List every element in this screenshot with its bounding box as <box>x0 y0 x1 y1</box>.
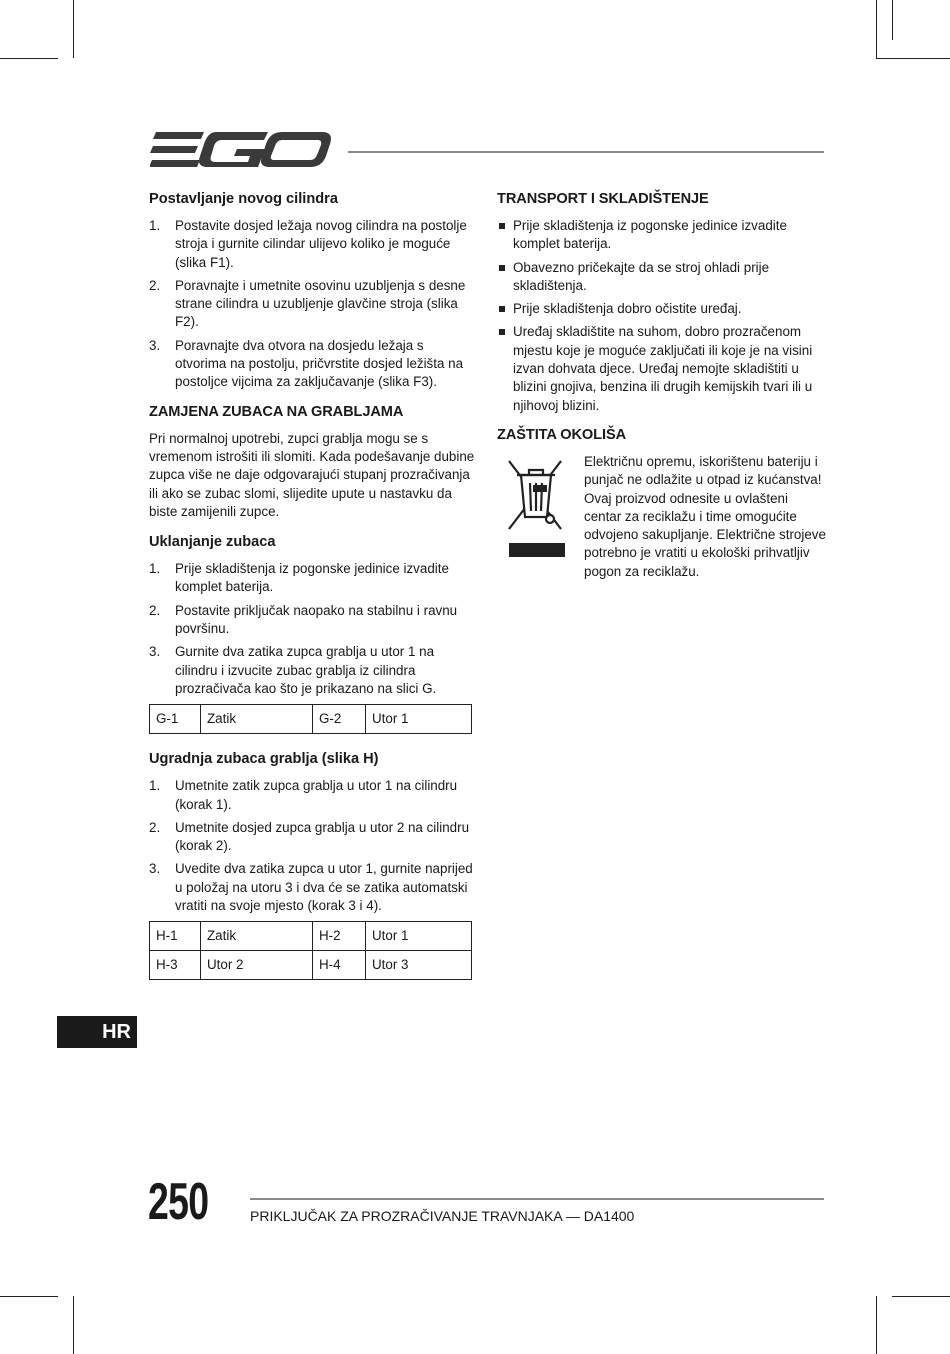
table-row <box>150 951 472 980</box>
table-cell: H-4 <box>313 951 366 980</box>
crop-mark <box>892 58 950 59</box>
left-column <box>149 190 477 980</box>
list-item: 3. Uvedite dva zatika zupca u utor 1, gurnite naprijed u položaj na utoru 3 i dva će se zatika automatski vratiti na svoje mjesto (korak 3 i 4). <box>149 861 473 914</box>
list-item: 3. Poravnajte dva otvora na dosjedu ležaja s otvorima na postolju, pričvrstite dosjed ležišta na postoljce vijcima za zaključavanje (slika F3). <box>149 337 464 390</box>
footer-title: PRIKLJUČAK ZA PROZRAČIVANJE TRAVNJAKA — DA1400 <box>250 1208 635 1224</box>
crop-mark <box>73 0 74 58</box>
square-bullet-icon <box>499 329 505 335</box>
square-bullet-icon <box>499 306 505 312</box>
list-item: 3. Gurnite dva zatika zupca grablja u utor 1 na cilindru i izvucite zubac grablja iz cilindra prozračivača kao što je prikazano na slici G. <box>149 644 437 696</box>
crop-mark <box>892 0 893 40</box>
list-item: Uređaj skladištite na suhom, dobro prozračenom mjestu koje je moguće zaključati ili koje je na visini izvan dohvata djece. Uređaj nemojte skladištiti u blizini gnojiva, benzina ili drugih kemijskih tvari ili u njihovoj blizini. <box>497 323 827 414</box>
replace-tines-text: Pri normalnoj upotrebi, zupci grablja mogu se s vremenom istrošiti ili slomiti. Kada podešavanje dubine zupca više ne daje odgovarajući stupanj prozračivanja ili ako se zubac slomi, slijedite upute u nastavku da biste zamijenili zupce. <box>149 430 475 519</box>
list-item: Prije skladištenja iz pogonske jedinice izvadite komplet baterija. <box>497 217 827 254</box>
table-cell: Zatik <box>201 922 313 951</box>
storage-bullets <box>497 217 827 415</box>
section-title-environment: ZAŠTITA OKOLIŠA <box>497 426 627 443</box>
crop-mark <box>876 58 892 59</box>
table-cell: G-1 <box>150 705 201 734</box>
list-item: 1. Prije skladištenja iz pogonske jedinice izvadite komplet baterija. <box>149 561 449 595</box>
section-title-remove-tines: Uklanjanje zubaca <box>149 534 276 551</box>
section-title-transport-storage: TRANSPORT I SKLADIŠTENJE <box>497 191 709 207</box>
table-cell: H-2 <box>313 922 366 951</box>
list-item: 1. Postavite dosjed ležaja novog cilindra na postolje stroja i gurnite cilindar ulijevo koliko je moguće (slika F1). <box>149 218 467 270</box>
crop-mark <box>73 1296 74 1354</box>
table-row <box>150 705 472 734</box>
table-cell: Zatik <box>201 705 313 734</box>
header-rule <box>348 151 824 153</box>
install-tines-steps <box>149 777 477 915</box>
page-number: 250 <box>148 1173 209 1231</box>
footer-rule <box>250 1198 824 1200</box>
new-cylinder-steps <box>149 217 477 392</box>
section-title-install-tines: Ugradnja zubaca grablja (slika H) <box>149 751 379 768</box>
list-item: 2. Postavite priključak naopako na stabilnu i ravnu površinu. <box>149 602 458 637</box>
square-bullet-icon <box>499 265 505 271</box>
table-row <box>150 922 472 951</box>
table-cell: H-3 <box>150 951 201 980</box>
table-cell: Utor 3 <box>366 951 472 980</box>
table-cell: Utor 1 <box>366 922 472 951</box>
crop-mark <box>0 58 58 59</box>
crossed-bin-icon <box>505 457 567 563</box>
list-item: Obavezno pričekajte da se stroj ohladi prije skladištenja. <box>497 259 827 296</box>
list-item: Prije skladištenja dobro očistite uređaj. <box>497 300 827 318</box>
section-title-replace-tines: ZAMJENA ZUBACA NA GRABLJAMA <box>149 403 404 420</box>
table-cell: G-2 <box>313 705 366 734</box>
environment-block <box>497 453 827 581</box>
list-item: 1. Umetnite zatik zupca grablja u utor 1 na cilindru (korak 1). <box>149 778 458 812</box>
list-item: 2. Umetnite dosjed zupca grablja u utor 2 na cilindru (korak 2). <box>149 819 470 854</box>
crop-mark <box>892 1296 950 1297</box>
table-cell: H-1 <box>150 922 201 951</box>
table-g <box>149 704 472 734</box>
language-tab: HR <box>57 1016 137 1048</box>
section-title-new-cylinder: Postavljanje novog cilindra <box>149 191 338 207</box>
table-cell: Utor 2 <box>201 951 313 980</box>
square-bullet-icon <box>499 223 505 229</box>
table-cell: Utor 1 <box>366 705 472 734</box>
right-column <box>497 190 827 581</box>
crop-mark <box>876 1296 877 1354</box>
environment-text: Električnu opremu, iskorištenu bateriju i punjač ne odlažite u otpad iz kućanstva! Ovaj proizvod odnesite u ovlašteni centar za reciklažu i time omogućite odvojeno sakupljanje. Električne strojeve potrebno je vratiti u ekološki prihvatljiv pogon za reciklažu. <box>584 453 826 579</box>
table-h <box>149 921 472 980</box>
crop-mark <box>0 1296 58 1297</box>
ego-logo <box>150 130 332 172</box>
remove-tines-steps <box>149 560 477 698</box>
list-item: 2. Poravnajte i umetnite osovinu uzubljenja s desne strane cilindra u uzubljenje glavčine stroja (slika F2). <box>149 277 466 330</box>
crop-mark <box>876 0 877 58</box>
